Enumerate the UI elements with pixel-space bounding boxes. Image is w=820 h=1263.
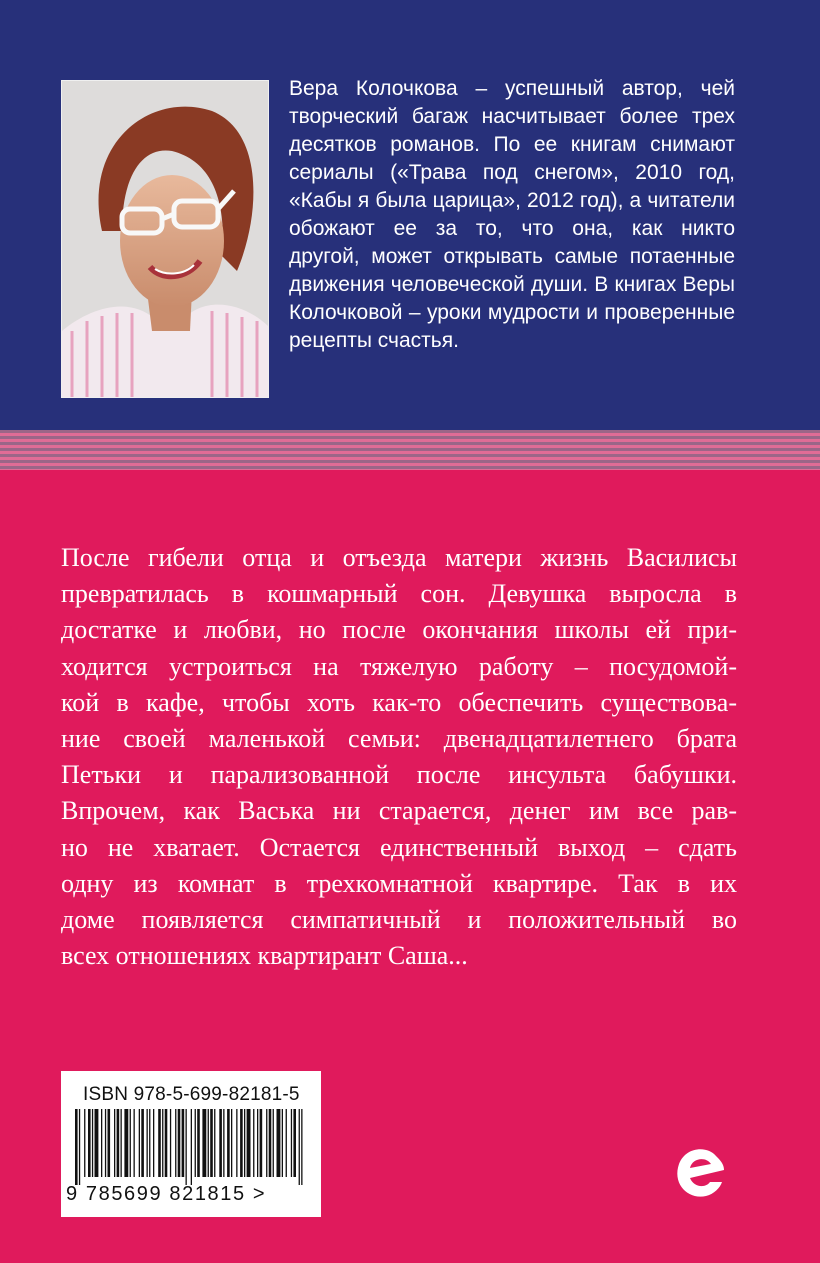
barcode-bar — [266, 1109, 267, 1177]
barcode-bar — [260, 1109, 263, 1177]
author-bio-line: движения человеческой души. В книгах Веры — [289, 273, 735, 296]
barcode-bar — [134, 1109, 135, 1177]
barcode-bar — [149, 1109, 150, 1177]
author-bio-line: десятков романов. По ее книгам снимают — [289, 133, 735, 156]
barcode-bar — [130, 1109, 131, 1177]
barcode-bar — [291, 1109, 292, 1177]
barcode-bar — [236, 1109, 237, 1177]
annotation-line: всех отношениях квартирант Саша... — [61, 941, 468, 971]
barcode-bar — [84, 1109, 85, 1177]
barcode-bar — [219, 1109, 222, 1177]
barcode-bar — [257, 1109, 258, 1177]
barcode-bar — [162, 1109, 163, 1177]
annotation-line: Петьки и парализованной после инсульта бабушки. — [61, 760, 737, 790]
decorative-stripes — [0, 430, 820, 470]
barcode-bar — [165, 1109, 168, 1177]
barcode-bar — [282, 1109, 283, 1177]
barcode-bar — [277, 1109, 281, 1177]
author-bio-line: творческий багаж насчитывает более трех — [289, 105, 735, 128]
barcode-bar — [293, 1109, 296, 1177]
barcode-bar — [247, 1109, 251, 1177]
publisher-logo-icon — [670, 1140, 730, 1204]
barcode-bar — [139, 1109, 140, 1177]
barcode-bar — [158, 1109, 161, 1177]
barcode-bar — [114, 1109, 115, 1177]
barcode-bar — [214, 1109, 215, 1177]
annotation-line: ходится устроиться на тяжелую работу – посудомой- — [61, 651, 737, 681]
annotation-line: но не хватает. Остается единственный выход – сдать — [61, 832, 737, 862]
author-bio-line: «Кабы я была царица», 2012 год), а читатели — [289, 189, 735, 212]
barcode-bars — [69, 1109, 313, 1185]
author-bio-line: другой, может открывать самые потаенные — [289, 245, 735, 268]
annotation-line: достатке и любви, но после окончания школы ей при- — [61, 615, 737, 645]
barcode-bar — [108, 1109, 111, 1177]
barcode-bar — [182, 1109, 185, 1177]
barcode-bar — [191, 1109, 192, 1185]
barcode-bar — [244, 1109, 245, 1177]
barcode-bar — [197, 1109, 200, 1177]
barcode-bar — [101, 1109, 102, 1177]
author-bio-line: рецепты счастья. — [289, 329, 459, 352]
barcode-bar — [231, 1109, 232, 1177]
barcode-bar — [170, 1109, 171, 1177]
barcode-bar — [92, 1109, 93, 1177]
barcode-bar — [153, 1109, 154, 1177]
author-portrait-illustration — [62, 81, 268, 397]
ean-digits: 9 785699 821815 > — [66, 1183, 267, 1205]
barcode-bar — [141, 1109, 144, 1177]
book-annotation — [61, 540, 737, 974]
barcode-bar — [227, 1109, 230, 1177]
barcode-bar — [117, 1109, 120, 1177]
barcode-bar — [75, 1109, 78, 1185]
barcode-bar — [253, 1109, 254, 1177]
annotation-line: ние своей маленькой семьи: двенадцатилетнего брата — [61, 724, 737, 754]
author-bio-line: Колочковой – уроки мудрости и проверенные — [289, 301, 735, 324]
author-section — [0, 0, 820, 430]
annotation-line: доме появляется симпатичный и положительный во — [61, 905, 737, 935]
barcode-bar — [88, 1109, 91, 1177]
barcode-bar — [240, 1109, 243, 1177]
annotation-line: Впрочем, как Васька ни старается, денег им все рав- — [61, 796, 737, 826]
annotation-line: превратилась в кошмарный сон. Девушка выросла в — [61, 579, 737, 609]
barcode-bar — [273, 1109, 274, 1177]
barcode-bar — [124, 1109, 128, 1177]
barcode-bar — [223, 1109, 224, 1177]
barcode-bar — [202, 1109, 206, 1177]
annotation-line: одну из комнат в трехкомнатной квартире. Так в их — [61, 868, 737, 898]
author-bio-line: Вера Колочкова – успешный автор, чей — [289, 77, 735, 100]
barcode-bar — [95, 1109, 99, 1177]
barcode-bar — [210, 1109, 213, 1177]
barcode-bar — [208, 1109, 209, 1177]
barcode-bar — [186, 1109, 187, 1185]
barcode-label — [61, 1071, 321, 1217]
barcode-bar — [195, 1109, 196, 1177]
barcode-bar — [105, 1109, 106, 1177]
author-bio-line: сериалы («Трава под снегом», 2010 год, — [289, 161, 735, 184]
annotation-line: кой в кафе, чтобы хоть как-то обеспечить существова- — [61, 687, 737, 717]
author-bio-line: обожают ее за то, что она, как никто — [289, 217, 735, 240]
barcode-bar — [269, 1109, 272, 1177]
barcode-bar — [121, 1109, 122, 1177]
barcode-bar — [301, 1109, 302, 1185]
isbn-number: ISBN 978-5-699-82181-5 — [83, 1084, 300, 1105]
barcode-bar — [79, 1109, 80, 1185]
author-bio — [289, 75, 735, 355]
annotation-line: После гибели отца и отъезда матери жизнь Василисы — [61, 543, 737, 572]
barcode-bar — [175, 1109, 176, 1177]
barcode-bar — [299, 1109, 300, 1185]
barcode-bar — [147, 1109, 148, 1177]
barcode-bar — [286, 1109, 287, 1177]
barcode-bar — [178, 1109, 181, 1177]
author-photo — [61, 80, 269, 398]
